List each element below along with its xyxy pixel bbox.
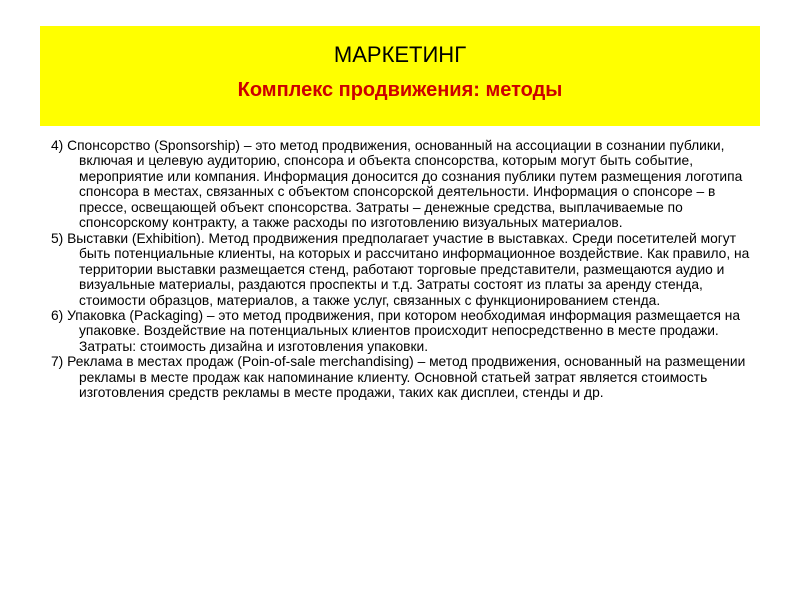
list-item-packaging: 6) Упаковка (Packaging) – это метод продвижения, при котором необходимая информация размещается на упаковке. Воздействие на потенциальных клиентов происходит непосредственно в месте продажи. Затраты: стоимость дизайна и изготовления упаковки. [51,307,741,354]
list-item-pos-merchandising: 7) Реклама в местах продаж (Poin-of-sale merchandising) – метод продвижения, основанный на размещении рекламы в месте продаж как напоминание клиенту. Основной статьей затрат является стоимость изготовления средств рекламы в месте продажи, таких как дисплеи, стенды и др. [51,354,746,401]
title-band [40,26,760,126]
slide-subtitle: Комплекс продвижения: методы [237,79,563,101]
list-item-sponsorship: 4) Спонсорство (Sponsorship) – это метод продвижения, основанный на ассоциации в сознании публики, включая и целевую аудиторию, спонсора и объекта спонсорства, которым могут быть событие, мероприятие или компания. Информация доносится до сознания публики путем размещения логотипа спонсора в местах, связанных с объектом спонсорской деятельности. Информация о спонсоре – в прессе, освещающей объект спонсорства. Затраты – денежные средства, выплачиваемые по спонсорскому контракту, а также расходы по изготовлению визуальных материалов. [51,138,743,231]
slide-body [51,138,757,401]
list-item-exhibition: 5) Выставки (Exhibition). Метод продвижения предполагает участие в выставках. Среди посетителей могут быть потенциальные клиенты, на которых и рассчитано информационное воздействие. Как правило, на территории выставки размещается стенд, работают торговые представители, размещаются аудио и визуальные материалы, раздаются проспекты и т.д. Затраты состоят из платы за аренду стенда, стоимости образцов, материалов, а также услуг, связанных с функционированием стенда. [51,230,750,308]
slide-title: МАРКЕТИНГ [333,42,467,67]
